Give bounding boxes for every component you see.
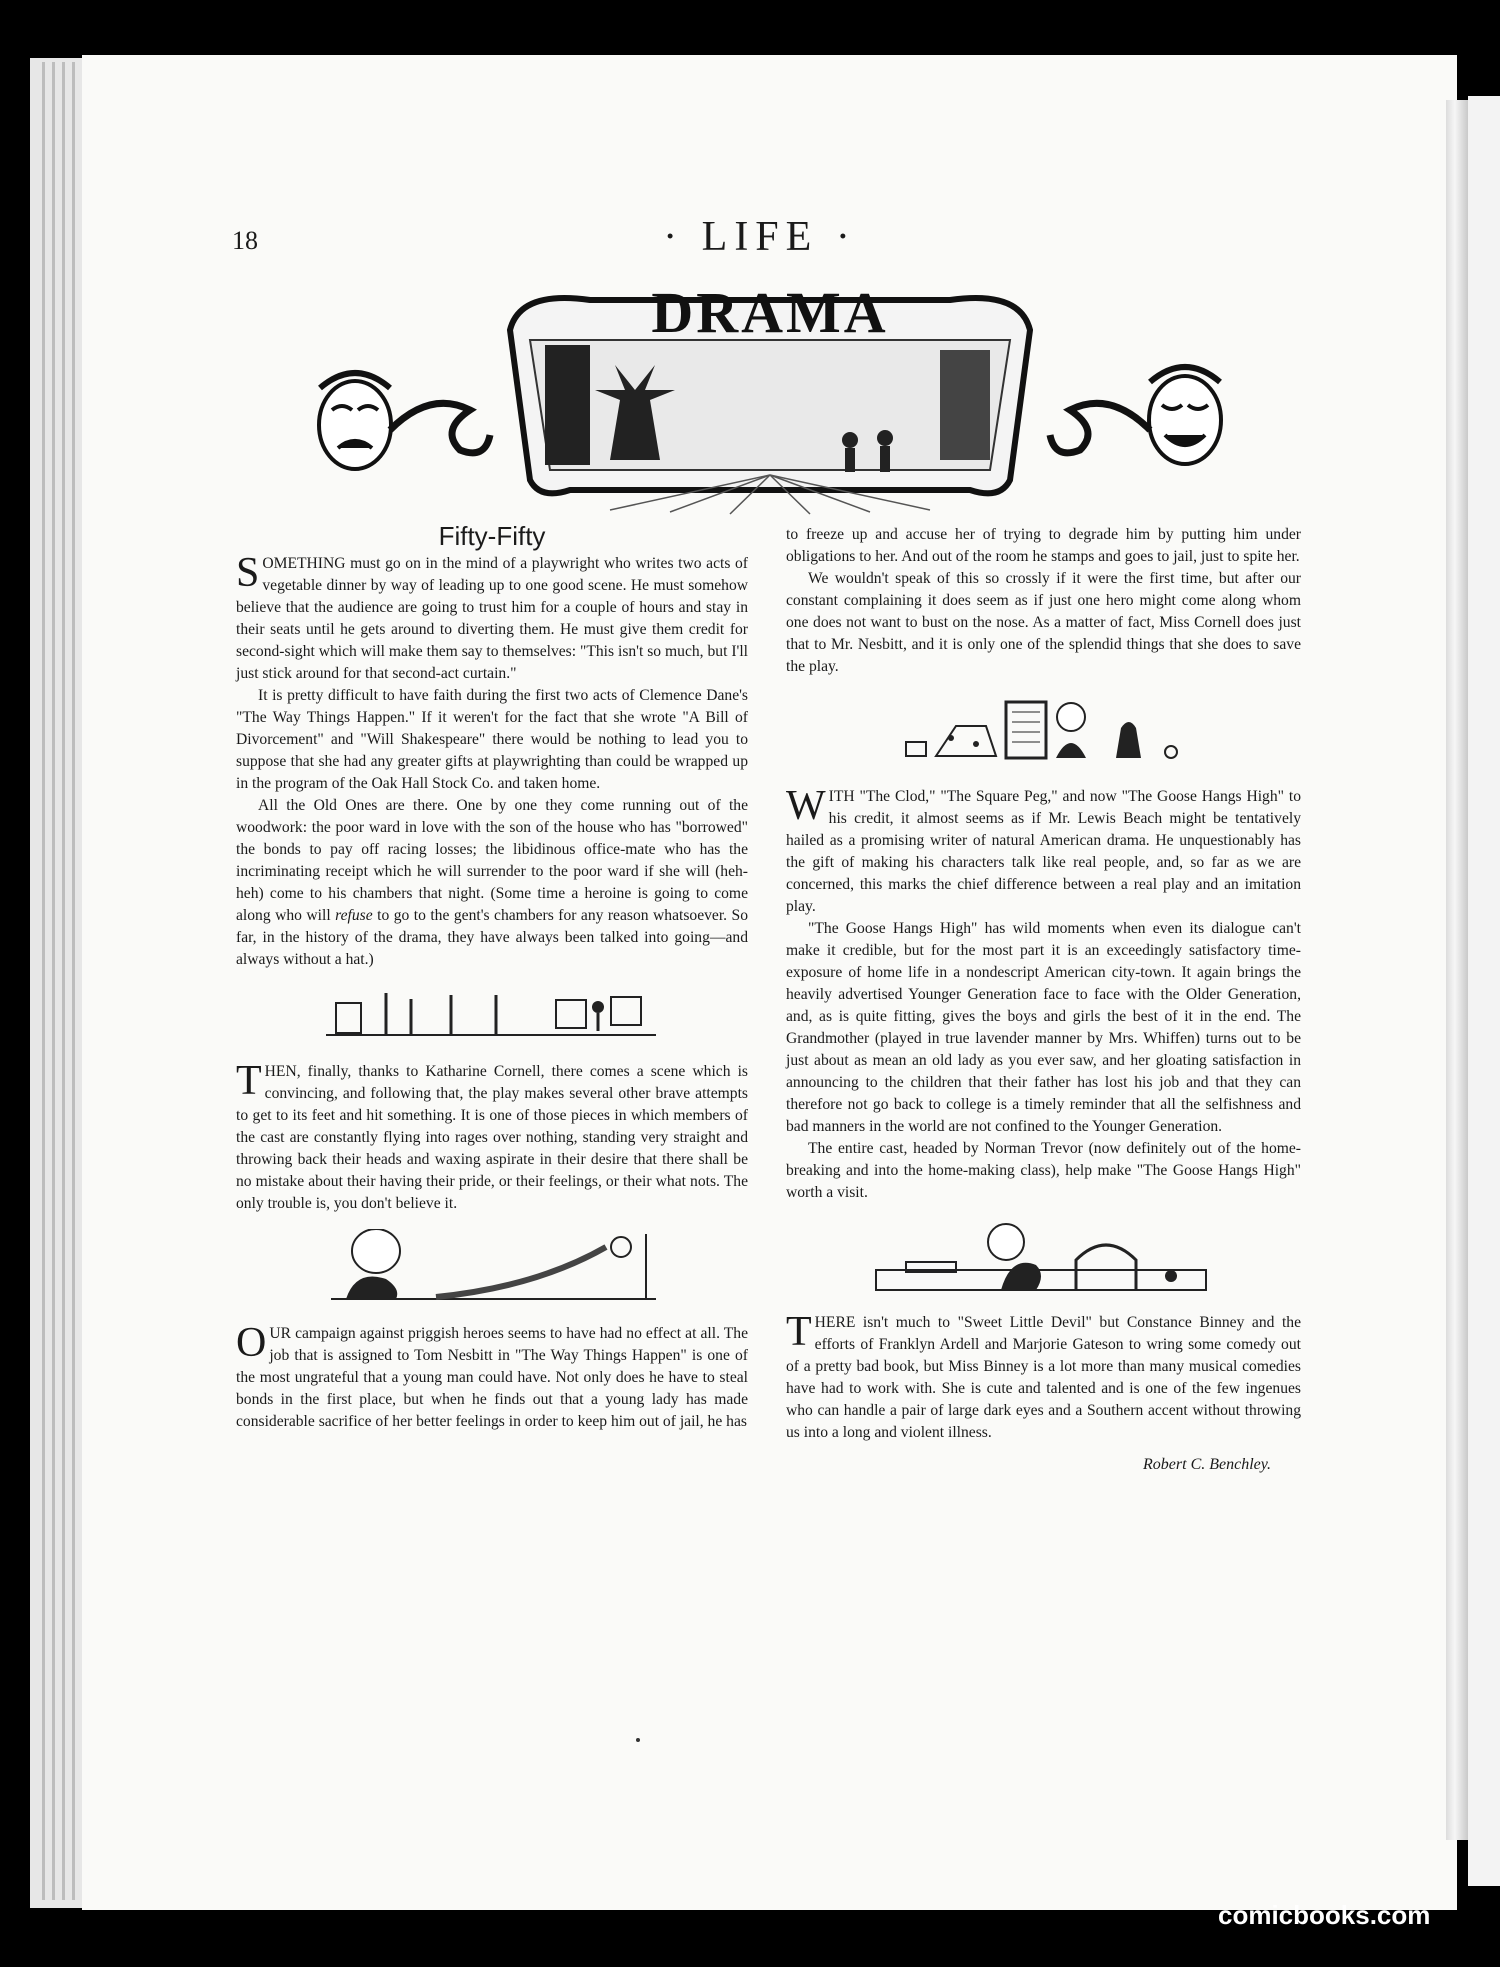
lead-word: HERE	[814, 1314, 856, 1331]
italic-word: refuse	[335, 907, 373, 924]
drama-banner	[310, 270, 1230, 520]
paragraph-text: "The Clod," "The Square Peg," and now "The Goose Hangs High" to his credit, it almost seems as if Mr. Lewis Beach might be tentatively hailed as a promising writer of natural American drama. He unquestionably has the gift of making his characters talk like real people, and, so far as we are concerned, this marks the chief difference between a real play and an imitation play.	[786, 788, 1301, 915]
paragraph: to freeze up and accuse her of trying to degrade him by putting him under obligations to her. And out of the room he stamps and goes to jail, just to spite her.	[786, 526, 1301, 565]
article-title: Fifty-Fifty	[438, 521, 546, 551]
masthead: · LIFE ·	[663, 214, 857, 260]
paragraph	[786, 783, 1301, 918]
paragraph-text: campaign against priggish heroes seems to have had no effect at all. The job that is assigned to Tom Nesbitt in "The Way Things Happen" is one of the most ungrateful that a young man could have. Not only does he have to steal bonds in the first place, but when he finds out that a young lady has made considerable sacrifice of her better feelings in order to keep him out of jail, he has	[236, 1325, 748, 1430]
left-column	[236, 521, 748, 1433]
paragraph	[236, 1058, 748, 1215]
paragraph	[236, 1320, 748, 1433]
drop-cap: T	[236, 1058, 262, 1104]
paragraph-text: must go on in the mind of a playwright who writes two acts of vegetable dinner by way of leading up to one good scene. He must somehow believe that the audience are going to trust him for a couple of hours and stay in their seats until he gets around to diverting them. He must give them credit for second-sight which will make them say to themselves: "This isn't so much, but I'll just stick around for that second-act curtain."	[236, 555, 748, 682]
page-edge	[42, 62, 45, 1900]
living-room-vignette	[786, 1218, 1301, 1298]
lead-word: UR	[269, 1325, 292, 1342]
paragraph	[786, 1309, 1301, 1444]
drop-cap: S	[236, 550, 260, 596]
paragraph-text: to go to the gent's chambers for any reason whatsoever. So far, in the history of the drama, they have always been talked into going—and always without a hat.)	[236, 907, 748, 968]
paragraph: "The Goose Hangs High" has wild moments when even its dialogue can't make it credible, but for the most part it is an exceedingly satisfactory time-exposure of home life in a nondescript American city-town. It again brings the heavily advertised Younger Generation face to face with the Older Generation, and, as is quite fitting, gives the boys and girls the best of it in the end. The Grandmother (played in true lavender manner by Mrs. Whiffen) turns out to be just about as mean an old lady as you ever saw, and her gloating satisfaction in announcing to the children that their father has lost his job and that they can therefore not go back to college is a timely reminder that all the selfishness and bad manners in the world are not confined to the Younger Generation.	[786, 920, 1301, 1135]
drop-cap: O	[236, 1320, 267, 1366]
lead-word: ITH	[828, 788, 855, 805]
page-edge	[52, 62, 55, 1900]
next-page-edge	[1468, 96, 1500, 1886]
paragraph-text: All the Old Ones are there. One by one they come running out of the woodwork: the poor ward in love with the son of the house who has "borrowed" the bonds to pay off racing losses; the libidinous office-mate who has the incriminating receipt which he will surrender to the poor ward if she will (heh-heh) come to his chambers that night. (Some time a heroine is going to come along who will	[236, 797, 748, 924]
paragraph-text: , finally, thanks to Katharine Cornell, there comes a scene which is convincing, and following that, the play makes several other brave attempts to get to its feet and hit something. It is one of those pieces in which members of the cast are constantly flying into rages over nothing, standing very straight and throwing back their heads and waxing aspirate in their desire that there shall be no mistake about their having their pride, or their feelings, or their what nots. The only trouble is, you don't believe it.	[236, 1063, 748, 1212]
toys-vignette	[786, 692, 1301, 772]
comedy-mask-icon	[1149, 367, 1221, 464]
watermark: comicbooks.com	[1218, 1900, 1431, 1930]
tragedy-mask-icon	[319, 373, 391, 469]
paragraph: The entire cast, headed by Norman Trevor (now definitely out of the home-breaking and into the home-making class), help make "The Goose Hangs High" worth a visit.	[786, 1140, 1301, 1201]
lead-word: OMETHING	[262, 555, 346, 572]
paragraph: We wouldn't speak of this so crossly if it were the first time, but after our constant complaining it does seem as if just one hero might come along whom one does not want to bust on the nose. As a matter of fact, Miss Cornell does just that to Mr. Nesbitt, and it is only one of the splendid things that she does to save the play.	[786, 570, 1301, 675]
drop-cap: W	[786, 783, 826, 829]
paragraph: It is pretty difficult to have faith during the first two acts of Clemence Dane's "The Way Things Happen." If it weren't for the fact that she wrote "A Bill of Divorcement" and "Will Shakespeare" there would be nothing to lead you to suppose that she had any greater gifts at playwrighting than could be wrapped up in the program of the Oak Hall Stock Co. and taken home.	[236, 687, 748, 792]
section-title: DRAMA	[651, 280, 889, 345]
paragraph-text: isn't much to "Sweet Little Devil" but Constance Binney and the efforts of Franklyn Ardell and Marjorie Gateson to wring some comedy out of a pretty bad book, but Miss Binney is a lot more than many musical comedies have had to work with. She is cute and talented and is one of the few ingenues who can handle a pair of large dark eyes and a Southern accent without throwing us into a long and violent illness.	[786, 1314, 1301, 1441]
drop-cap: T	[786, 1309, 812, 1355]
office-scene-vignette	[236, 985, 748, 1047]
page-edge	[62, 62, 65, 1900]
paragraph	[236, 795, 748, 971]
binding-spine	[1446, 100, 1468, 1840]
drama-banner-illustration	[310, 270, 1230, 520]
printer-mark	[636, 1738, 640, 1742]
right-column	[786, 524, 1301, 1476]
byline: Robert C. Benchley.	[1143, 1456, 1271, 1473]
hero-figure-vignette	[236, 1229, 748, 1309]
paragraph	[236, 550, 748, 685]
page-number: 18	[232, 226, 258, 255]
lead-word: HEN	[264, 1063, 297, 1080]
page-edge	[72, 62, 75, 1900]
